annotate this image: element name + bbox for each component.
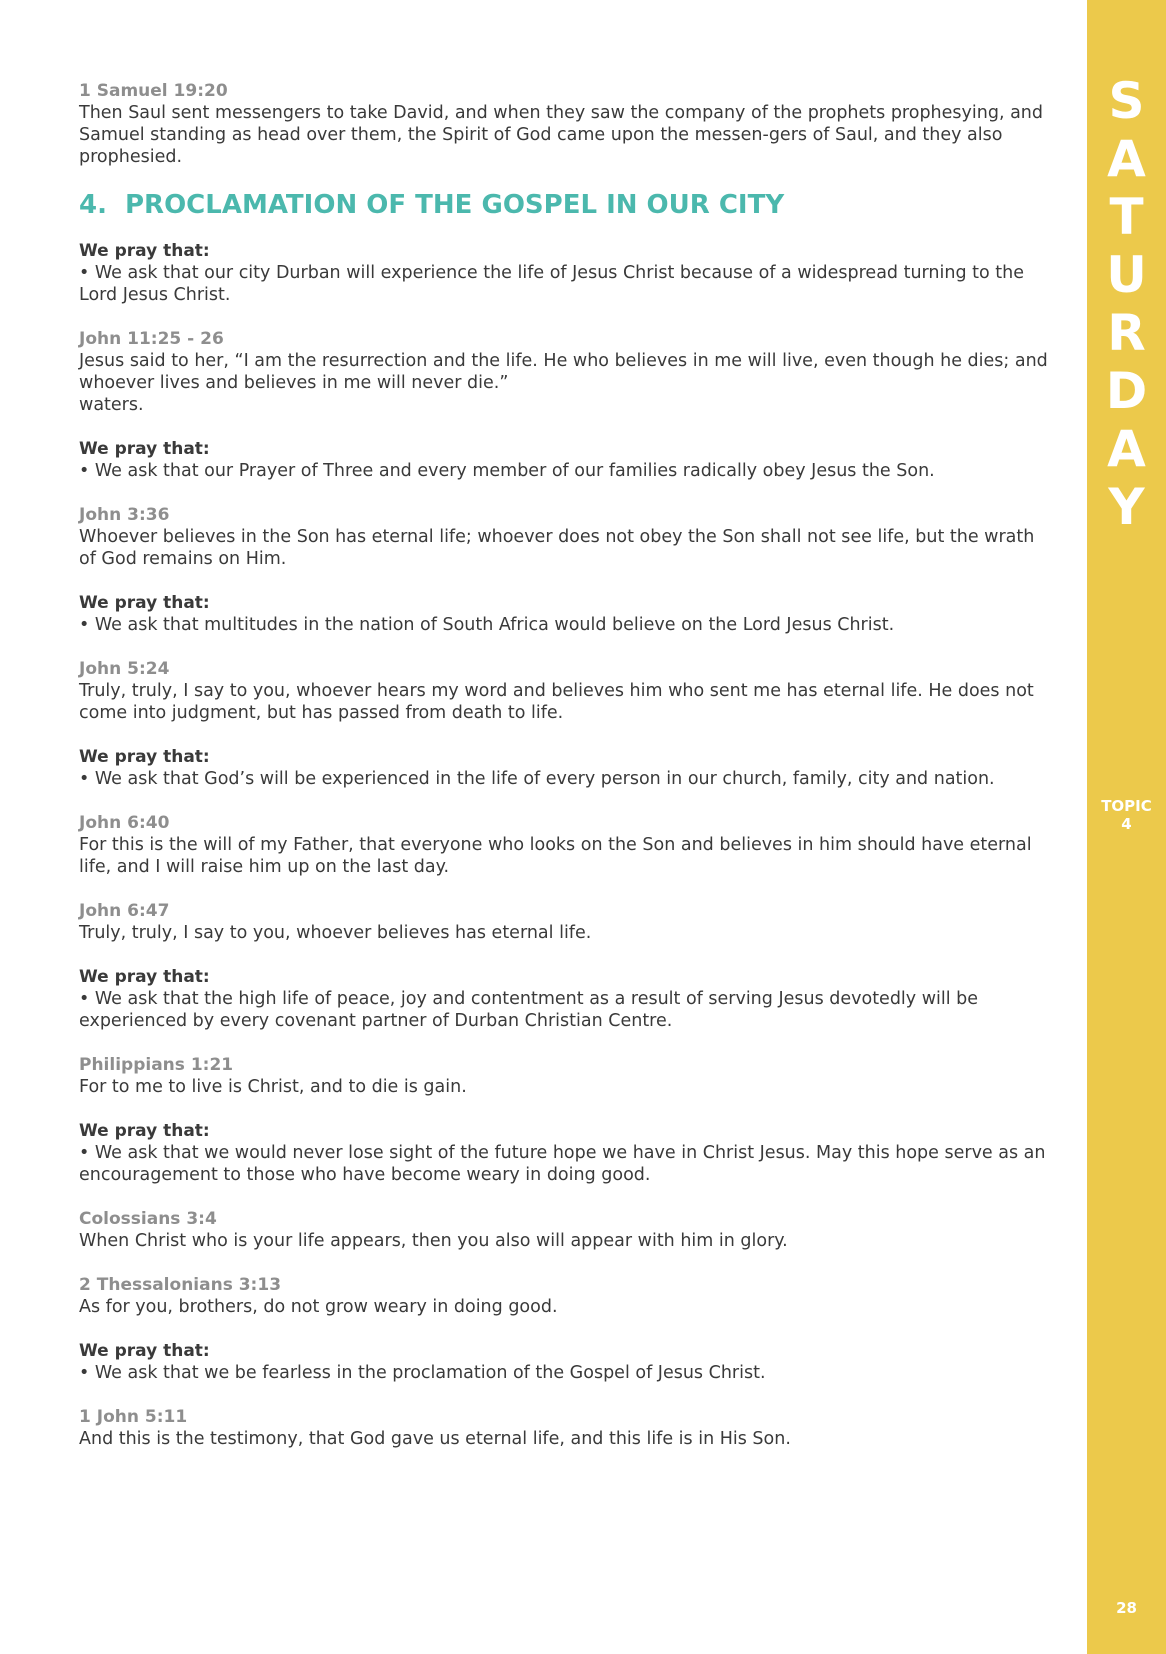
verse-block [79, 1208, 1054, 1252]
verse-reference: John 6:47 [79, 901, 170, 921]
pray-label: We pray that: [79, 1341, 210, 1361]
verse-text: When Christ who is your life appears, then you also will appear with him in glory. [79, 1231, 788, 1251]
verse-text: For to me to live is Christ, and to die is gain. [79, 1077, 467, 1097]
verse-block [79, 900, 1054, 944]
page-content [79, 80, 1054, 1472]
prayer-text: • We ask that God’s will be experienced in the life of every person in our church, family, city and nation. [79, 769, 995, 789]
verse-block [79, 658, 1054, 724]
verse-reference: John 3:36 [79, 505, 170, 525]
pray-label: We pray that: [79, 747, 210, 767]
prayer-block [79, 240, 1054, 306]
prayer-block [79, 438, 1054, 482]
verse-reference: 1 John 5:11 [79, 1407, 188, 1427]
topic-marker [1087, 797, 1166, 833]
day-label [1087, 72, 1166, 536]
verse-reference: 1 Samuel 19:20 [79, 81, 228, 101]
topic-label: TOPIC [1101, 797, 1152, 815]
prayer-block [79, 966, 1054, 1032]
verse-reference: Philippians 1:21 [79, 1055, 234, 1075]
verse-text: Truly, truly, I say to you, whoever hears my word and believes him who sent me has eternal life. He does not come into judgment, but has passed from death to life. [79, 681, 1034, 723]
day-letter: Y [1108, 478, 1145, 536]
prayer-text: • We ask that our city Durban will experience the life of Jesus Christ because of a widespread turning to the Lord Jesus Christ. [79, 263, 1024, 305]
section-number: 4. [79, 190, 107, 220]
pray-label: We pray that: [79, 439, 210, 459]
day-letter: A [1107, 420, 1146, 478]
prayer-text: • We ask that our Prayer of Three and every member of our families radically obey Jesus the Son. [79, 461, 935, 481]
verse-block [79, 328, 1054, 416]
verse-reference: John 6:40 [79, 813, 170, 833]
section-heading [79, 188, 1054, 222]
verse-text: Truly, truly, I say to you, whoever believes has eternal life. [79, 923, 592, 943]
verse-text: Whoever believes in the Son has eternal life; whoever does not obey the Son shall not see life, but the wrath of God remains on Him. [79, 527, 1035, 569]
pray-label: We pray that: [79, 967, 210, 987]
verse-text: As for you, brothers, do not grow weary in doing good. [79, 1297, 558, 1317]
prayer-block [79, 1120, 1054, 1186]
verse-text: Jesus said to her, “I am the resurrection and the life. He who believes in me will live, even though he dies; and whoever lives and believes in me will never die.” waters. [79, 351, 1048, 415]
section-title: PROCLAMATION OF THE GOSPEL IN OUR CITY [125, 190, 785, 220]
prayer-text: • We ask that multitudes in the nation of South Africa would believe on the Lord Jesus Christ. [79, 615, 895, 635]
day-letter: U [1106, 246, 1147, 304]
day-letter: R [1107, 304, 1146, 362]
verse-text: Then Saul sent messengers to take David, and when they saw the company of the prophets prophesying, and Samuel standing as head over them, the Spirit of God came upon the messen-gers of Saul, and they also prophesied. [79, 103, 1044, 167]
pray-label: We pray that: [79, 241, 210, 261]
prayer-text: • We ask that we would never lose sight of the future hope we have in Christ Jesus. May this hope serve as an encouragement to those who have become weary in doing good. [79, 1143, 1046, 1185]
prayer-text: • We ask that we be fearless in the proclamation of the Gospel of Jesus Christ. [79, 1363, 766, 1383]
day-letter: D [1105, 362, 1148, 420]
day-letter: S [1108, 72, 1145, 130]
day-letter: T [1109, 188, 1144, 246]
prayer-block [79, 1340, 1054, 1384]
verse-text: For this is the will of my Father, that everyone who looks on the Son and believes in him should have eternal life, and I will raise him up on the last day. [79, 835, 1032, 877]
verse-block [79, 1054, 1054, 1098]
prayer-block [79, 592, 1054, 636]
prayer-text: • We ask that the high life of peace, joy and contentment as a result of serving Jesus devotedly will be experienced by every covenant partner of Durban Christian Centre. [79, 989, 979, 1031]
verse-reference: John 11:25 - 26 [79, 329, 224, 349]
day-letter: A [1107, 130, 1146, 188]
verse-block [79, 1274, 1054, 1318]
page-number: 28 [1116, 1599, 1137, 1617]
verse-block [79, 1406, 1054, 1450]
verse-reference: 2 Thessalonians 3:13 [79, 1275, 282, 1295]
pray-label: We pray that: [79, 593, 210, 613]
verse-block [79, 504, 1054, 570]
day-sidebar [1087, 0, 1166, 1654]
verse-reference: Colossians 3:4 [79, 1209, 217, 1229]
pray-label: We pray that: [79, 1121, 210, 1141]
verse-text: And this is the testimony, that God gave us eternal life, and this life is in His Son. [79, 1429, 791, 1449]
verse-reference: John 5:24 [79, 659, 170, 679]
topic-number: 4 [1121, 815, 1132, 833]
prayer-blocks [79, 240, 1054, 1450]
intro-verse-block [79, 80, 1054, 168]
prayer-block [79, 746, 1054, 790]
verse-block [79, 812, 1054, 878]
